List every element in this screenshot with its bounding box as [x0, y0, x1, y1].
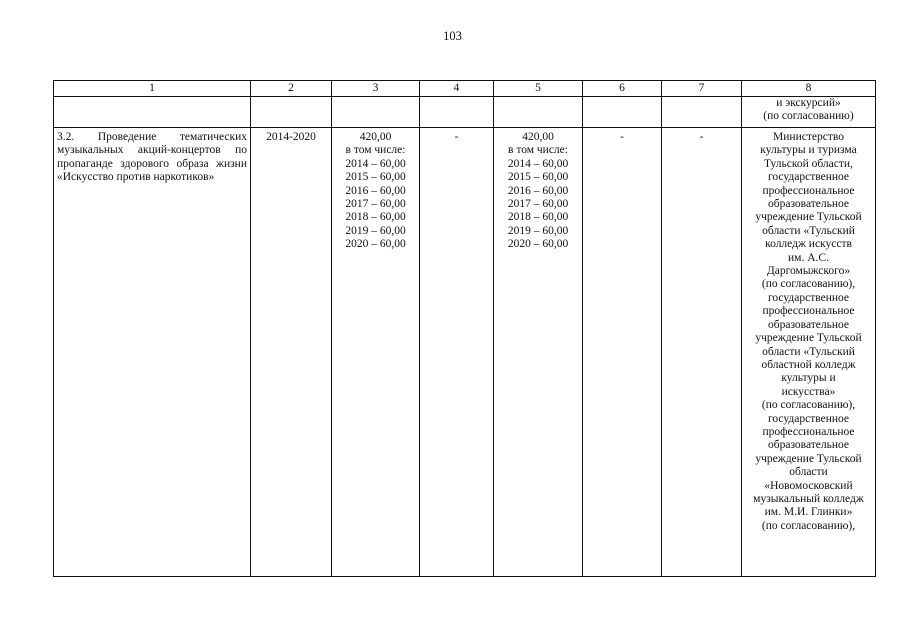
executor-line: им. М.И. Глинки»: [764, 506, 853, 519]
carry-cell-1: [54, 97, 251, 128]
table-row-3-2: [54, 128, 876, 577]
column-header-2: 2: [251, 81, 332, 97]
funding-line: в том числе:: [345, 144, 406, 157]
total-funding-cell: [332, 128, 420, 577]
executor-line: государственное: [767, 291, 850, 304]
carry-over-row: [54, 97, 876, 128]
executor-line: «Новомосковский: [764, 479, 853, 492]
executor-line: области: [789, 466, 828, 479]
funding-line: 420,00: [522, 131, 554, 143]
carry-cell-2: [251, 97, 332, 128]
funding-line: 2018 – 60,00: [507, 211, 569, 224]
executor-line: профессиональное: [762, 184, 855, 197]
page-number: 103: [443, 29, 462, 43]
executor-line: им. А.С.: [788, 251, 829, 264]
funding-line: 2014 – 60,00: [507, 157, 569, 170]
carry-cell-8: [742, 97, 876, 128]
column-number-row: [54, 81, 876, 97]
carry-cell-6: [583, 97, 662, 128]
column-header-5: 5: [494, 81, 583, 97]
measure-name-cell: [54, 128, 251, 577]
carry-line: и экскурсий»: [776, 97, 841, 109]
funding-line: 2020 – 60,00: [507, 238, 569, 251]
executor-line: учреждение Тульской: [755, 452, 862, 465]
measure-name: 3.2. Проведение тематических музыкальных акций-концертов по пропаганде здорового образа жизни «Искусство против наркотиков»: [57, 131, 247, 184]
executor-line: образовательное: [767, 318, 850, 331]
funding-line: 2019 – 60,00: [345, 224, 406, 237]
funding-line: 2015 – 60,00: [345, 171, 406, 184]
column-header-1: 1: [54, 81, 251, 97]
column-header-4: 4: [420, 81, 494, 97]
regional-funding-cell: [494, 128, 583, 577]
executor-line: области «Тульский: [762, 224, 855, 237]
executor-line: искусства»: [781, 385, 836, 398]
column-header-8: 8: [742, 81, 876, 97]
funding-line: 420,00: [359, 131, 392, 143]
funding-line: в том числе:: [508, 144, 568, 157]
executor-line: области «Тульский: [762, 345, 855, 358]
funding-line: 2018 – 60,00: [345, 211, 406, 224]
funding-line: 2017 – 60,00: [345, 198, 406, 211]
column-header-3: 3: [332, 81, 420, 97]
carry-cell-3: [332, 97, 420, 128]
executor-line: образовательное: [767, 439, 850, 452]
executor-line: профессиональное: [762, 425, 855, 438]
executor-line: профессиональное: [762, 305, 855, 318]
funding-line: 2017 – 60,00: [507, 198, 569, 211]
funding-line: 2016 – 60,00: [507, 184, 569, 197]
funding-line: 2016 – 60,00: [345, 184, 406, 197]
executor-line: государственное: [767, 171, 850, 184]
period-cell: 2014-2020: [251, 128, 332, 577]
executor-line: культуры и: [781, 372, 836, 385]
executor-line: (по согласованию),: [761, 399, 856, 412]
executor-line: государственное: [767, 412, 850, 425]
executor-line: учреждение Тульской: [755, 332, 862, 345]
carry-cell-4: [420, 97, 494, 128]
funding-line: 2019 – 60,00: [507, 224, 569, 237]
municipal-funding-cell: -: [583, 128, 662, 577]
funding-line: 2014 – 60,00: [345, 157, 406, 170]
column-header-7: 7: [662, 81, 742, 97]
executor-line: областной колледж: [761, 358, 856, 371]
executor-line: музыкальный колледж: [753, 492, 864, 505]
measures-table: [53, 80, 876, 577]
executor-line: Даргомыжского»: [766, 265, 851, 278]
executor-line: учреждение Тульской: [755, 211, 862, 224]
executor-line: (по согласованию),: [761, 278, 856, 291]
column-header-6: 6: [583, 81, 662, 97]
executor-line: (по согласованию),: [761, 519, 856, 532]
funding-line: 2015 – 60,00: [507, 171, 569, 184]
executor-line: Тульской области,: [764, 157, 853, 170]
executor-line: образовательное: [767, 198, 850, 211]
executor-line: Министерство: [773, 131, 844, 143]
executor-line: культуры и туризма: [760, 144, 857, 157]
executor-line: колледж искусств: [765, 238, 852, 251]
carry-cell-5: [494, 97, 583, 128]
funding-line: 2020 – 60,00: [345, 238, 406, 251]
carry-cell-7: [662, 97, 742, 128]
extra-funding-cell: -: [662, 128, 742, 577]
executors-cell: [742, 128, 876, 577]
federal-funding-cell: -: [420, 128, 494, 577]
carry-line: (по согласованию): [763, 110, 854, 123]
